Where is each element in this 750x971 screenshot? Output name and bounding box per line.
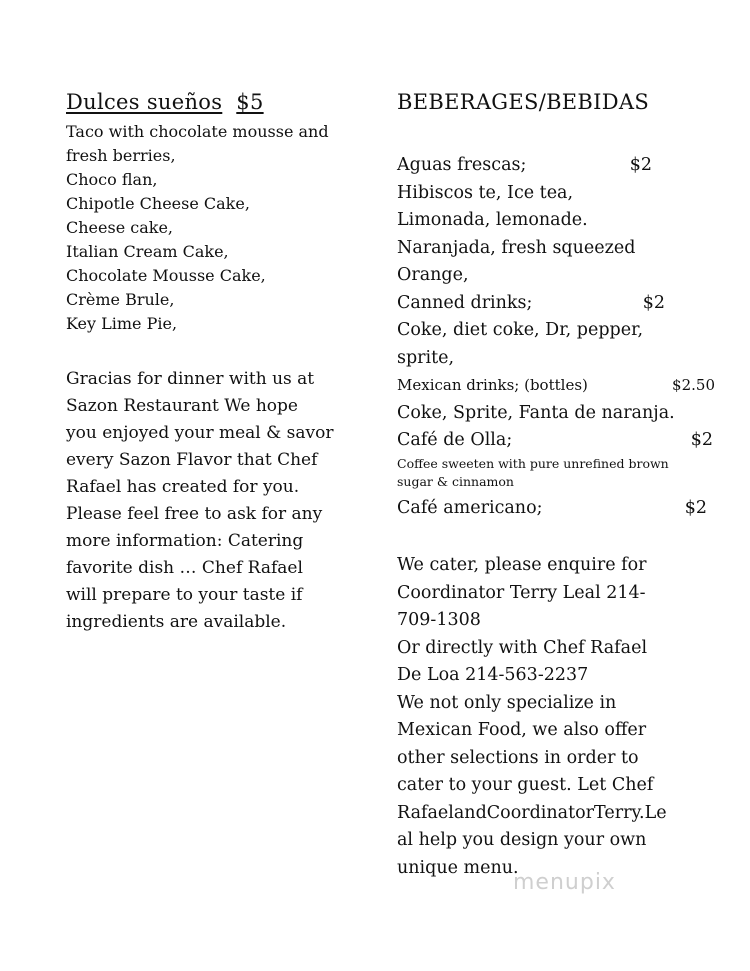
dessert-item: Choco flan, bbox=[66, 170, 158, 189]
catering-line: unique menu. bbox=[397, 857, 519, 878]
americano-row bbox=[397, 495, 727, 523]
aguas-row bbox=[397, 152, 727, 180]
thanks-line: ingredients are available. bbox=[66, 612, 287, 632]
dessert-item: Key Lime Pie, bbox=[66, 314, 178, 333]
olla-note: sugar & cinnamon bbox=[397, 473, 514, 489]
beverages-column bbox=[397, 90, 727, 882]
menupix-watermark: menupix bbox=[513, 870, 616, 895]
mexican-label: Mexican drinks; (bottles) bbox=[397, 376, 588, 394]
olla-label: Café de Olla; bbox=[397, 430, 513, 450]
catering-line: Coordinator Terry Leal 214- bbox=[397, 582, 646, 603]
thanks-line: more information: Catering bbox=[66, 531, 304, 551]
beverage-desc: Coke, Sprite, Fanta de naranja. bbox=[397, 402, 675, 423]
beverage-desc: Naranjada, fresh squeezed bbox=[397, 237, 636, 258]
desserts-price: $5 bbox=[236, 90, 264, 114]
beverages-heading: BEBERAGES/BEBIDAS bbox=[397, 90, 650, 114]
catering-line: 709-1308 bbox=[397, 610, 481, 630]
aguas-price: $2 bbox=[629, 155, 652, 175]
dessert-item: Crème Brule, bbox=[66, 290, 175, 309]
thanks-line: favorite dish … Chef Rafael bbox=[66, 558, 303, 578]
desserts-title: Dulces sueños bbox=[66, 90, 223, 114]
desserts-list bbox=[66, 120, 366, 336]
catering-line: other selections in order to bbox=[397, 747, 639, 768]
dessert-item: Cheese cake, bbox=[66, 218, 173, 237]
thanks-line: Gracias for dinner with us at bbox=[66, 369, 315, 389]
thanks-line: Rafael has created for you. bbox=[66, 477, 300, 497]
thank-you-paragraph bbox=[66, 366, 366, 636]
desserts-heading bbox=[66, 90, 366, 114]
beverage-desc: Coke, diet coke, Dr, pepper, bbox=[397, 320, 644, 340]
catering-line: We cater, please enquire for bbox=[397, 555, 647, 575]
catering-line: al help you design your own bbox=[397, 830, 647, 850]
dessert-item: Chocolate Mousse Cake, bbox=[66, 266, 266, 285]
americano-price: $2 bbox=[684, 497, 707, 518]
catering-line: RafaelandCoordinatorTerry.Le bbox=[397, 802, 667, 823]
olla-row bbox=[397, 427, 727, 455]
beverage-desc: Orange, bbox=[397, 265, 469, 285]
americano-label: Café americano; bbox=[397, 497, 543, 518]
catering-line: Mexican Food, we also offer bbox=[397, 720, 647, 740]
catering-paragraph bbox=[397, 552, 697, 882]
thanks-line: will prepare to your taste if bbox=[66, 585, 303, 605]
dessert-item: fresh berries, bbox=[66, 146, 176, 165]
thanks-line: you enjoyed your meal & savor bbox=[66, 423, 334, 443]
thanks-line: Please feel free to ask for any bbox=[66, 504, 323, 524]
catering-line: De Loa 214-563-2237 bbox=[397, 665, 589, 685]
catering-line: cater to your guest. Let Chef bbox=[397, 775, 654, 795]
beverage-desc: Hibiscos te, Ice tea, bbox=[397, 182, 574, 203]
thanks-line: every Sazon Flavor that Chef bbox=[66, 450, 318, 470]
dessert-item: Italian Cream Cake, bbox=[66, 242, 229, 261]
mexican-price: $2.50 bbox=[672, 376, 715, 394]
aguas-label: Aguas frescas; bbox=[397, 155, 527, 175]
desserts-column bbox=[66, 90, 366, 636]
olla-price: $2 bbox=[690, 430, 713, 450]
beverage-desc: Limonada, lemonade. bbox=[397, 210, 588, 230]
dessert-item: Taco with chocolate mousse and bbox=[66, 122, 329, 141]
catering-line: We not only specialize in bbox=[397, 692, 617, 713]
thanks-line: Sazon Restaurant We hope bbox=[66, 396, 298, 416]
canned-price: $2 bbox=[642, 292, 665, 313]
mexican-row bbox=[397, 372, 727, 400]
olla-note: Coffee sweeten with pure unrefined brown bbox=[397, 455, 669, 471]
canned-label: Canned drinks; bbox=[397, 292, 533, 313]
canned-row bbox=[397, 290, 727, 318]
beverage-desc: sprite, bbox=[397, 347, 455, 368]
catering-line: Or directly with Chef Rafael bbox=[397, 637, 648, 658]
dessert-item: Chipotle Cheese Cake, bbox=[66, 194, 250, 213]
